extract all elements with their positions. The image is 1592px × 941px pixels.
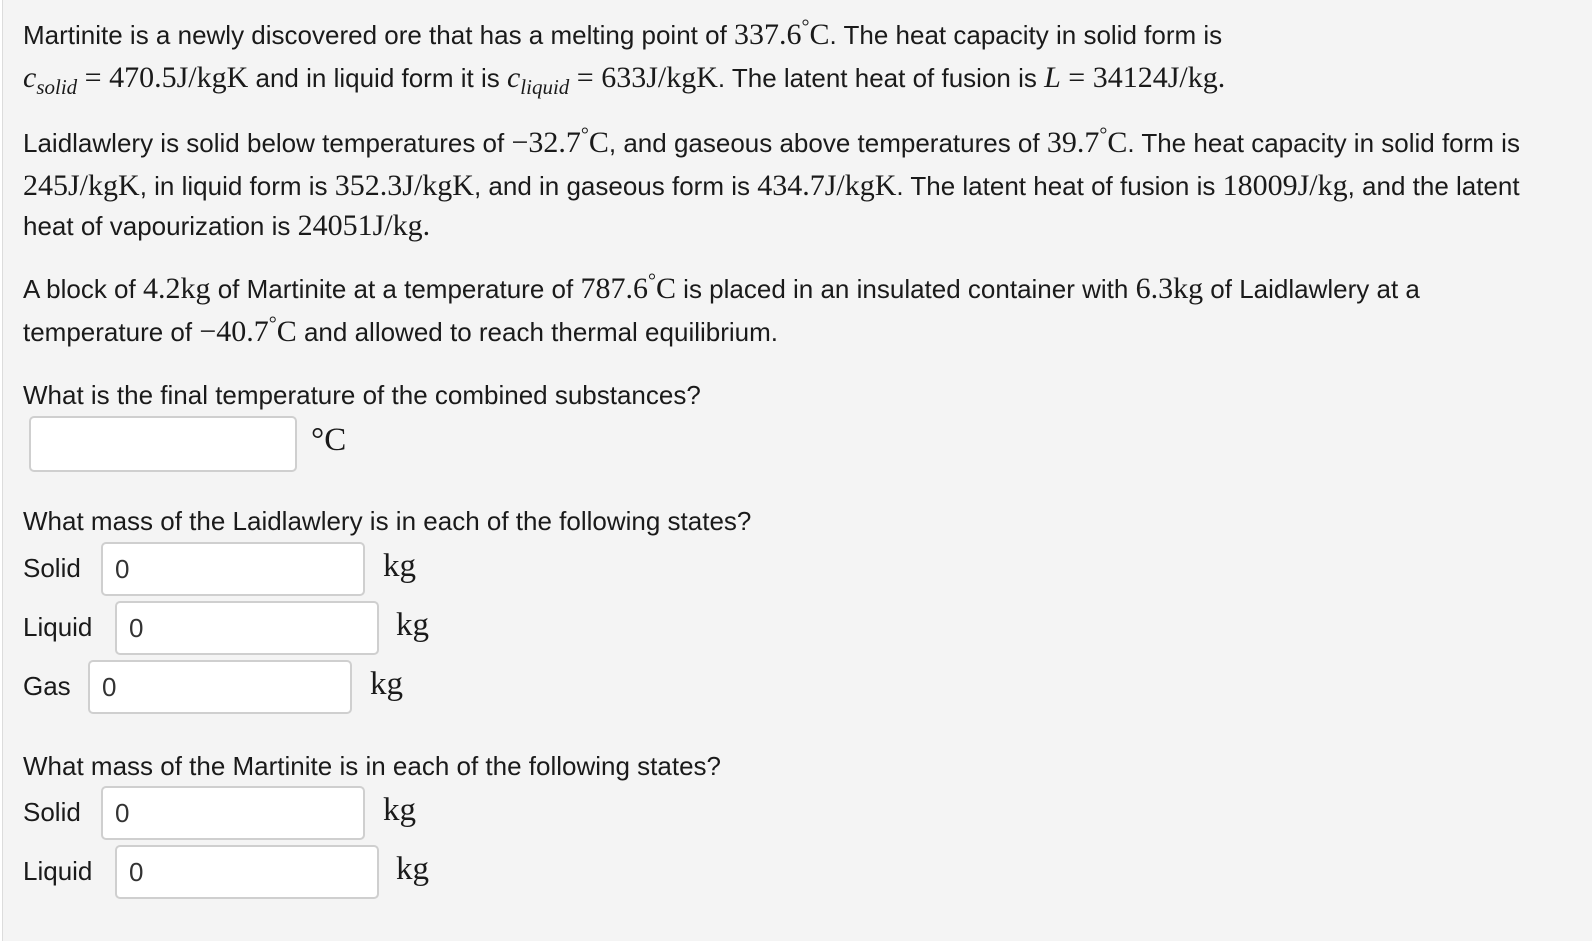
laidlawlery-description: Laidlawlery is solid below temperatures of −32.7°C, and gaseous above temperatures of 39.7°C. The heat capacity in solid form is 245J/kgK, in liquid form is 352.3J/kgK, and in gaseous form is 434.7J/kgK. The latent heat of fusion is 18009J/kg, and the latent heat of vapourization is 24051J/kg. [23, 124, 1520, 242]
heat-capacity-solid: 470.5J/kgK [109, 61, 249, 94]
martinite-solid-input[interactable] [101, 786, 365, 840]
kg-unit: kg [370, 666, 403, 702]
kg-unit: kg [396, 607, 429, 643]
kg-unit: kg [383, 792, 416, 828]
question-martinite-states: What mass of the Martinite is in each of the following states? [23, 751, 722, 781]
liquid-label: Liquid [23, 612, 93, 642]
latent-heat-fusion: 34124J/kg [1092, 61, 1218, 94]
scenario-description: A block of 4.2kg of Martinite at a temperature of 787.6°C is placed in an insulated container with 6.3kg of Laidlawlery at a temperature of −40.7°C and allowed to reach thermal equilibrium. [23, 270, 1420, 348]
laidlawlery-gas-input[interactable] [88, 660, 352, 714]
martinite-description: Martinite is a newly discovered ore that has a melting point of 337.6°C. The heat capacity in solid form is $c_{solid} = 470.5J/kgK$ and in liquid form it is $c_{liquid} = 633J/kgK$. The latent heat of fusion is L = 34124J/kg. [23, 16, 1226, 99]
heat-capacity-liquid: 633J/kgK [601, 61, 718, 94]
question-final-temperature: What is the final temperature of the combined substances? [23, 380, 701, 410]
laidlawlery-liquid-input[interactable] [115, 601, 379, 655]
liquid-label: Liquid [23, 856, 93, 886]
kg-unit: kg [396, 851, 429, 887]
question-laidlawlery-states: What mass of the Laidlawlery is in each of the following states? [23, 506, 752, 536]
kg-unit: kg [383, 548, 416, 584]
question-panel [2, 0, 1592, 941]
solid-label: Solid [23, 553, 81, 583]
martinite-liquid-input[interactable] [115, 845, 379, 899]
solid-label: Solid [23, 797, 81, 827]
final-temperature-input[interactable] [29, 416, 297, 472]
melting-point: 337.6 [734, 18, 802, 51]
gas-label: Gas [23, 671, 71, 701]
laidlawlery-solid-input[interactable] [101, 542, 365, 596]
temperature-unit: °C [311, 422, 347, 458]
